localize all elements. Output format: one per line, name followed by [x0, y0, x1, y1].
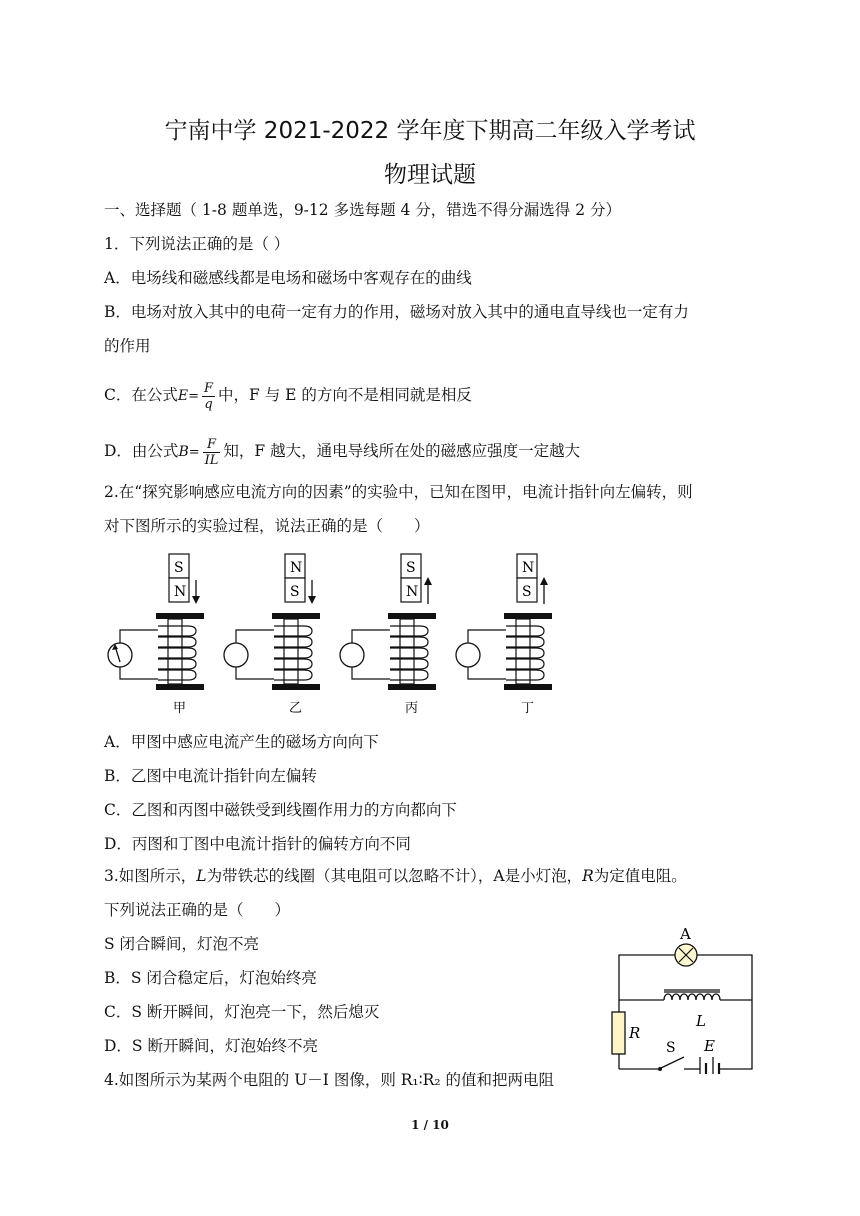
- coil-core: [516, 619, 530, 684]
- magnet-bottom-pole: N: [406, 584, 419, 600]
- inductor-label: L: [696, 1012, 706, 1030]
- q3-stem-post: 为定值电阻。: [593, 867, 687, 885]
- galvanometer-icon: [108, 643, 132, 667]
- q3-option-c: C．S 断开瞬间，灯泡亮一下，然后熄灭: [104, 1003, 380, 1021]
- formula-b-numerator: F: [207, 436, 217, 452]
- battery-icon: [700, 1057, 719, 1074]
- coil-bottom-plate: [272, 684, 320, 690]
- q3-stem-prefix: 3.如图所示，: [104, 867, 197, 885]
- coil-bottom-plate: [388, 684, 436, 690]
- exam-title: 宁南中学 2021-2022 学年度下期高二年级入学考试: [164, 118, 696, 144]
- formula-b-fraction: [203, 437, 221, 468]
- q2-stem-line1: 2.在“探究影响感应电流方向的因素”的实验中，已知在图甲，电流计指针向左偏转，则: [104, 483, 693, 501]
- q2-stem-line2: 对下图所示的实验过程，说法正确的是（ ）: [104, 517, 430, 535]
- formula-e-numerator: F: [204, 380, 214, 396]
- galvanometer-icon: [224, 643, 248, 667]
- magnet-bottom-pole: S: [522, 584, 532, 600]
- coil-core: [400, 619, 414, 684]
- panel-caption: 甲: [173, 701, 187, 716]
- q3-stem-mid1: 为带铁芯的线圈（其电阻可以忽略不计），: [206, 867, 494, 885]
- q2-option-c: C．乙图和丙图中磁铁受到线圈作用力的方向都向下: [104, 801, 457, 819]
- panel-caption: 丁: [521, 701, 535, 716]
- formula-e-fraction: [202, 381, 215, 412]
- q3-symbol-r: R: [582, 867, 594, 885]
- inductor-circuit-diagram: [600, 924, 770, 1074]
- arrowhead-icon: [308, 596, 316, 604]
- q1-option-a: A．电场线和磁感线都是电场和磁场中客观存在的曲线: [104, 269, 472, 287]
- q1-stem: 1．下列说法正确的是（ ）: [104, 235, 290, 253]
- q3-stem-mid2: 是小灯泡，: [504, 867, 583, 885]
- panel-caption: 丙: [405, 701, 419, 716]
- coil-top-plate: [272, 613, 320, 619]
- battery-label: E: [704, 1037, 715, 1055]
- magnet-top-pole: N: [290, 560, 303, 576]
- experiment-panel-1: [108, 554, 204, 716]
- coil-top-plate: [156, 613, 204, 619]
- q4-stem: 4.如图所示为某两个电阻的 U－I 图像，则 R₁∶R₂ 的值和把两电阻: [104, 1071, 554, 1089]
- page-number: 1 / 10: [411, 1118, 449, 1132]
- q1-option-d-text: 知，F 越大，通电导线所在处的磁感应强度一定越大: [223, 442, 581, 460]
- experiment-panel-2: [224, 554, 320, 716]
- q3-symbol-l: L: [196, 867, 207, 885]
- coil-core: [284, 619, 298, 684]
- q3-stem-line1: [104, 866, 687, 886]
- arrowhead-icon: [192, 596, 200, 604]
- q2-option-d: D．丙图和丁图中电流计指针的偏转方向不同: [104, 835, 411, 853]
- q1-option-c: C．在公式E= $\frac{F}{q}$ 中，F 与 E 的方向不是相同就是相反: [104, 380, 472, 412]
- q3-option-d: D．S 断开瞬间，灯泡始终不亮: [104, 1037, 318, 1055]
- magnet-top-pole: N: [522, 560, 535, 576]
- exam-subtitle: 物理试题: [384, 162, 476, 188]
- magnet-top-pole: S: [406, 560, 416, 576]
- experiment-panel-4: [456, 554, 552, 716]
- q1-option-c-text: 中，F 与 E 的方向不是相同就是相反: [218, 386, 472, 404]
- switch-icon: [661, 1057, 684, 1068]
- galvanometer-icon: [456, 643, 480, 667]
- arrowhead-icon: [540, 577, 548, 585]
- coil-bottom-plate: [156, 684, 204, 690]
- coil-top-plate: [504, 613, 552, 619]
- q3-stem-line2: 下列说法正确的是（ ）: [104, 901, 291, 919]
- q1-option-c-prefix: C．在公式: [104, 386, 178, 404]
- magnet-bottom-pole: S: [290, 584, 300, 600]
- q1-option-d: D．由公式B= $\frac{F}{IL}$ 知，F 越大，通电导线所在处的磁感应强度一定越大: [104, 436, 581, 468]
- q1-option-d-prefix: D．由公式: [104, 442, 179, 460]
- experiment-panel-3: [340, 554, 436, 716]
- q2-option-a: A．甲图中感应电流产生的磁场方向向下: [104, 733, 379, 751]
- coil-bottom-plate: [504, 684, 552, 690]
- formula-b-denominator: IL: [204, 452, 219, 468]
- formula-e-denominator: q: [202, 396, 215, 412]
- q3-option-a: S 闭合瞬间，灯泡不亮: [104, 935, 260, 953]
- switch-label: S: [666, 1040, 676, 1056]
- magnet-bottom-pole: N: [174, 584, 187, 600]
- coil-core: [168, 619, 182, 684]
- formula-b-lhs: B: [178, 444, 189, 460]
- q3-option-b: B．S 闭合稳定后，灯泡始终亮: [104, 969, 317, 987]
- q3-symbol-a: A: [493, 867, 505, 885]
- inductor-icon: [664, 990, 720, 1000]
- formula-e-lhs: E: [177, 388, 189, 404]
- resistor-icon: [612, 1012, 625, 1054]
- induction-experiment-figure: [100, 548, 560, 718]
- q2-option-b: B．乙图中电流计指针向左偏转: [104, 767, 317, 785]
- resistor-label: R: [629, 1024, 641, 1042]
- lamp-label: A: [680, 925, 691, 943]
- q1-option-b-line1: B．电场对放入其中的电荷一定有力的作用，磁场对放入其中的通电直导线也一定有力: [104, 303, 689, 321]
- panel-caption: 乙: [289, 701, 303, 716]
- q1-option-b-line2: 的作用: [104, 337, 151, 355]
- arrowhead-icon: [424, 577, 432, 585]
- magnet-top-pole: S: [174, 560, 184, 576]
- section-heading: 一、选择题（ 1-8 题单选，9-12 多选每题 4 分，错选不得分漏选得 2 分）: [104, 201, 621, 219]
- galvanometer-icon: [340, 643, 364, 667]
- coil-top-plate: [388, 613, 436, 619]
